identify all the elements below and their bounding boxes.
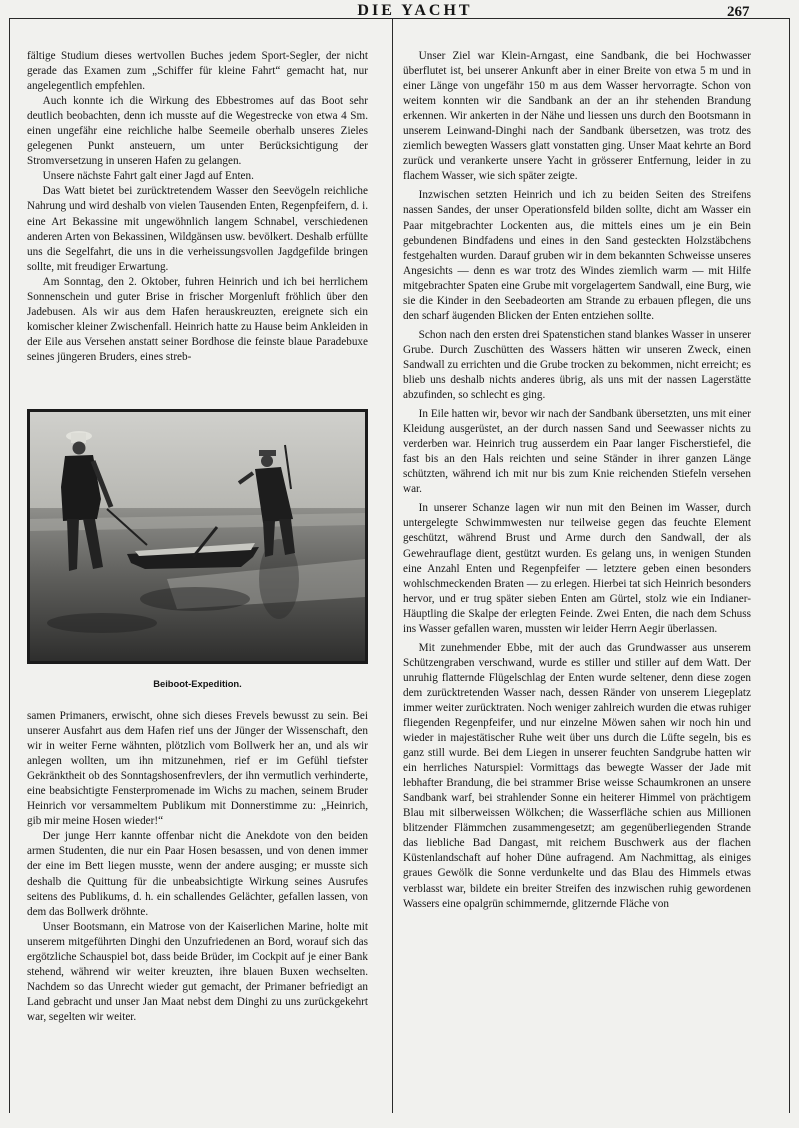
photo-caption: Beiboot-Expedition. [153, 678, 242, 689]
paragraph: Unsere nächste Fahrt galt einer Jagd auf Enten. [42, 170, 254, 183]
paragraph: Inzwischen setzten Heinrich und ich zu beiden Seiten des Streifens nassen Sandes, der unser Operationsfeld bilden sollte, dicht am Wasser ein Paar mitgebrachter Lockenten aus, die mittels eines um je ein Bein gebundenen Bindfadens und eines in den Sand gesteckten Holzstäbchens festgehalten wurden. Darauf gruben wir in dem bekannten Schweisse unseres Angesichts — denn es war trotz des Windes ziemlich warm — mit Hilfe mitgebrachter Spaten eine Grube mit vorgelagertem Sandwall, eine Burg, wie sie die Kinder in den Seebadeorten am Strande zu erbauen pflegen, die uns den scharf äugenden Blicken der Enten entziehen sollte. [403, 189, 751, 322]
paragraph: Auch konnte ich die Wirkung des Ebbestromes auf das Boot sehr deutlich beobachten, denn ich musste auf die Wegestrecke von etwa 4 Sm. einen ungefähr eine reichliche halbe Seemeile oberhalb unseres Zieles gelegenen Punkt ansteuern, um unter Berücksichtigung der Stromversetzung in unseren Hafen zu gelangen. [27, 95, 368, 168]
paragraph: Das Watt bietet bei zurücktretendem Wasser den Seevögeln reichliche Nahrung und wird deshalb von vielen Tausenden Enten, Regenpfeifern, d. i. eine Art Bekassine mit ungewöhnlich langem Schnabel, verschiedenen anderen Arten von Bekassinen, Wildgänsen usw. bevölkert. Deshalb erfüllte uns die Segelfahrt, die uns in die verheissungsvollen Jagdgefilde bringen sollte, mit freudiger Erwartung. [27, 185, 368, 273]
right-page-border [789, 18, 790, 1113]
page-number: 267 [727, 4, 750, 20]
paragraph: Der junge Herr kannte offenbar nicht die Anekdote von den beiden armen Studenten, die nur ein Paar Hosen besassen, und von denen immer der eine im Bett liegen musste, wenn der andere ausging; er musste sich deshalb die Quittung für die unbeabsichtigte Wirkung seines Ausrufes seitens des Publikums, d. h. ein schallendes Gelächter, gefallen lassen, von dem das Bollwerk dröhnte. [27, 830, 368, 918]
paragraph: Am Sonntag, den 2. Oktober, fuhren Heinrich und ich bei herrlichem Sonnenschein und guter Brise in frischer Morgenluft fröhlich über den Jadebusen. Als wir aus dem Hafen herauskreuzten, ereignete sich ein komischer kleiner Zwischenfall. Heinrich hatte zu Hause beim Ankleiden in der Eile aus Versehen anstatt seiner Bordhose die feinste blaue Paradebuxe seines jüngeren Bruders, eines streb- [27, 275, 368, 363]
paragraph: fältige Studium dieses wertvollen Buches jedem Sport-Segler, der nicht gerade das Examen zum „Schiffer für kleine Fahrt“ gemacht hat, nur angelegentlich empfehlen. [27, 50, 368, 93]
right-column [403, 49, 751, 912]
photo-figure [27, 409, 368, 664]
left-column-bottom [27, 709, 368, 1025]
paragraph: In Eile hatten wir, bevor wir nach der Sandbank übersetzten, uns mit einer Kleidung ausgerüstet, an der durch nassen Sand und Seewasser nichts zu verderben war. Heinrich trug ausserdem ein Paar langer Fischerstiefel, die fast bis an den Hals reichten und seine Ständer in ihrer ganzen Länge schützten, während ich mit nur bis zum Knie reichenden Stiefeln versehen war. [403, 408, 751, 496]
paragraph: Schon nach den ersten drei Spatenstichen stand blankes Wasser in unserer Grube. Durch Zuschütten des Wassers hätten wir unseren Zweck, einen Sandwall zu errichten und die Grube trocken zu bekommen, nicht erreicht; es blieb uns deshalb nichts anderes übrig, als uns mit der nassen Lagerstätte abzufinden, so schlecht es ging. [403, 328, 751, 402]
paragraph: Unser Ziel war Klein-Arngast, eine Sandbank, die bei Hochwasser überflutet ist, bei unserer Ankunft aber in einer Breite von etwa 5 m und in einer Länge von ungefähr 150 m aus dem Wasser hervorragte. Schon von weitem konnten wir die Sandbank an der an ihr stehenden Brandung erkennen. Wir ankerten in der Nähe und liessen uns durch den Bootsmann in unserem Leinwand-Dinghi nach der Sandbank übersetzen, was trotz des ziemlich bewegten Wassers glatt vonstatten ging. Unser Maat kehrte an Bord zurück und verankerte unsere Yacht in grösserer Entfernung, leider in zu flachem Wasser, wie sich später zeigte. [403, 50, 751, 183]
left-page-border [9, 18, 10, 1113]
paragraph: In unserer Schanze lagen wir nun mit den Beinen im Wasser, durch untergelegte Schwimmwesten nur teilweise gegen das feuchte Element geschützt, während Brust und Arme durch den Sandwall, der als Gewehrauflage dient, gestützt wurden. Es gelang uns, in wenigen Stunden eine Anzahl Enten und Regenpfeifer — letztere geben einen besonders wohlschmeckenden Braten — zu erlegen. Hierbei tat sich Heinrich besonders hervor, und er trug später sieben Enten am Gürtel, stolz wie ein Indianer-Häuptling die Skalpe der erlegten Feinde. Zwei Enten, die nach dem Schuss ins Wasser gefallen waren, mussten wir leider Herrn Aegir überlassen. [403, 502, 751, 635]
paragraph: samen Primaners, erwischt, ohne sich dieses Frevels bewusst zu sein. Bei unserer Ausfahrt aus dem Hafen rief uns der Jünger der Wissenschaft, den wir in weiter Ferne wähnten, plötzlich vom Bollwerk her an, und als wir anlegen wollten, um ihn mitzunehmen, rief er im Gefühl tiefster Gekränktheit ob des Sonntagshosenfrevlers, der ihn vermutlich verhinderte, eine beabsichtigte Fensterpromenade im Wichs zu machen, seinem Bruder Heinrich vor versammeltem Publikum mit Donnerstimme zu: „Heinrich, gib mir meine Hosen wieder!“ [27, 710, 368, 828]
paragraph: Mit zunehmender Ebbe, mit der auch das Grundwasser aus unserem Schützengraben verschwand, wurde es stiller und stiller auf dem Watt. Der unruhig flatternde Flügelschlag der Enten wurde seltener, denn diese zogen dem zurücktretenden Wasser nach, dessen Ränder von unserem Liegeplatz immer weiter zurücktraten. Noch weniger zahlreich wurden die etwas ruhiger fliegenden Regenpfeifer, und nur einzelne Möwen sahen wir noch hin und wieder in majestätischer Ruhe weit über uns durch die Lüfte segeln, bis es ganz still wurde. Bei dem Liegen in unserer feuchten Sandgrube hatten wir ein herrliches Naturspiel: Vormittags das bewegte Wasser der Jade mit lebhafter Brandung, die bei strammer Brise weisse Schaumkronen an unsere Sandbank warf, bei strahlender Sonne ein heiterer Himmel von prächtigem Blau mit silberweissen Wölkchen; die Wasserfläche schien aus Millionen blitzender Flämmchen zusammengesetzt; am gegenüberliegenden Strande das liebliche Bad Dangast, mit reichem Buschwerk aus der flachen Küstenlandschaft auf hoher Düne aufragend. Am Nachmittag, als einiges graues Gewölk die Sonne verdunkelte und das Blau des Himmels etwas verblasst war, bildete ein breiter Streifen des inzwischen ruhig gewordenen Wassers eine opalgrün schimmernde, glitzernde Fläche von [403, 641, 751, 910]
running-title: DIE YACHT [357, 2, 473, 19]
column-divider [392, 18, 393, 1113]
paragraph: Unser Bootsmann, ein Matrose von der Kaiserlichen Marine, holte mit unserem mitgeführten Dinghi den Unzufriedenen an Bord, worauf sich das ergötzliche Schauspiel bot, dass beide Brüder, im Cockpit auf je einer Bank stehend, während wir weiter kreuzten, ihre blauen Buxen wechselten. Nachdem so das Unrecht wieder gut gemacht, der Primaner befriedigt an Land gebracht und unser Jan Maat nebst dem Dinghi zu uns zurückgekehrt war, segelten wir weiter. [27, 920, 368, 1023]
left-column-top [27, 49, 368, 365]
beiboot-expedition-photo [27, 409, 368, 664]
